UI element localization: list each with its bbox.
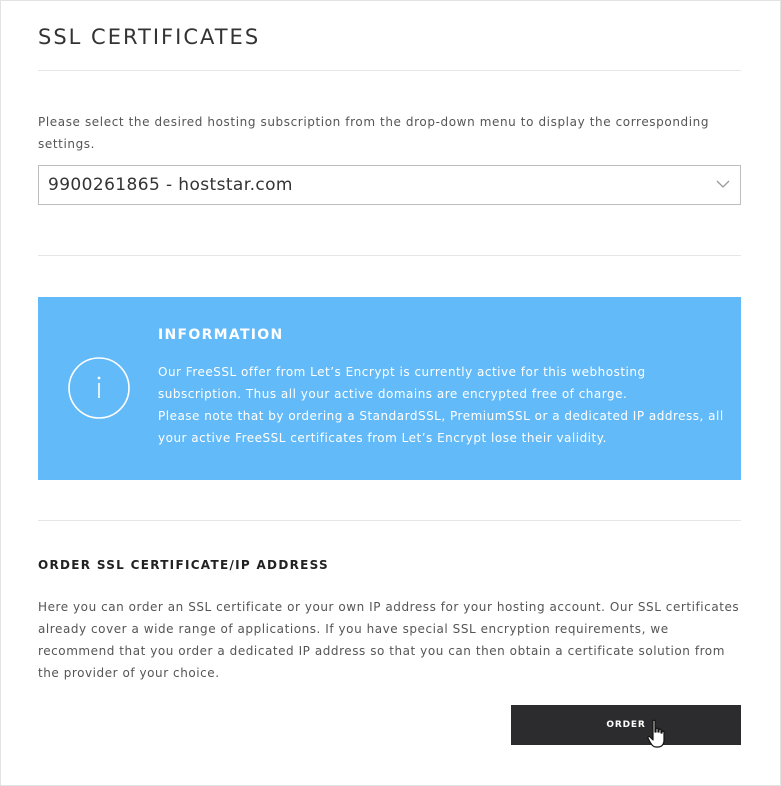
information-box [38,297,741,480]
information-line-active: Our FreeSSL offer from Let’s Encrypt is currently active for this webhosting subscription. Thus all your active domains are encrypted free of charge. [158,365,646,401]
order-button-label: ORDER [606,720,646,730]
information-line-note: Please note that by ordering a StandardSSL, PremiumSSL or a dedicated IP address, all your active FreeSSL certificates from Let’s Encrypt lose their validity. [158,409,724,445]
section-divider [38,520,741,521]
chevron-down-icon [716,179,730,189]
section-divider [38,255,741,256]
order-description: Here you can order an SSL certificate or your own IP address for your hosting account. Our SSL certificates already cover a wide range of applications. If you have special SSL encryption requirements, we recommend that you order a dedicated IP address so that you can then obtain a certificate solution from the provider of your choice. [38,600,740,680]
subscription-intro-text: Please select the desired hosting subscription from the drop-down menu to display the corresponding settings. [38,115,710,151]
subscription-select-value: 9900261865 - hoststar.com [48,175,293,195]
title-divider [38,70,741,71]
hand-pointer-icon [647,719,669,749]
page-title: SSL CERTIFICATES [38,25,261,49]
order-button[interactable] [511,705,741,745]
information-title: INFORMATION [158,327,284,343]
information-text [158,361,728,449]
order-section-title: ORDER SSL CERTIFICATE/IP ADDRESS [38,558,329,572]
subscription-select[interactable] [38,165,741,205]
info-circle-icon [68,357,130,419]
